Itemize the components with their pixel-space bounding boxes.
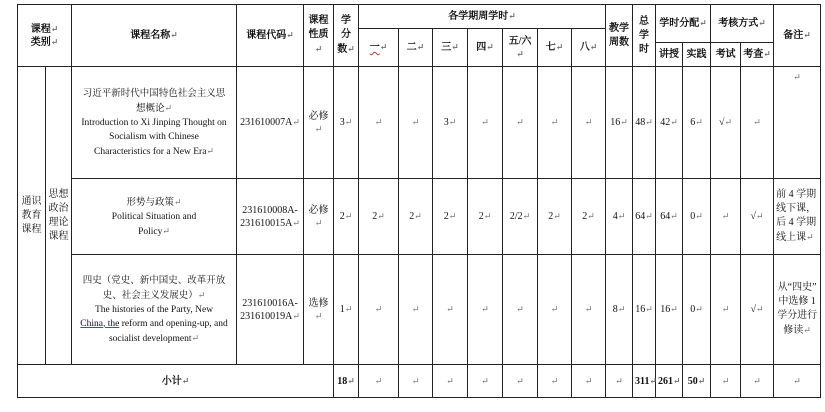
header-term-3 bbox=[433, 29, 468, 67]
paragraph-mark: ↵ bbox=[670, 211, 678, 221]
subtotal-remarks-cell bbox=[774, 365, 821, 398]
term-5-6-cell bbox=[503, 67, 538, 179]
teaching-weeks: 4 bbox=[612, 211, 618, 222]
paragraph-mark: ↵ bbox=[555, 42, 564, 52]
remark-text: 前 4 学期 bbox=[776, 189, 817, 200]
paragraph-mark: ↵ bbox=[446, 375, 454, 386]
paragraph-mark: ↵ bbox=[516, 48, 524, 59]
practice-hours: 6 bbox=[690, 117, 696, 128]
course-name-en: Characteristics for a New Era bbox=[94, 146, 207, 157]
paragraph-mark: ↵ bbox=[584, 117, 593, 127]
paragraph-mark: ↵ bbox=[347, 44, 355, 54]
term-value: 2 bbox=[582, 211, 588, 222]
subtotal-credits-cell bbox=[334, 365, 359, 398]
term-2-cell bbox=[399, 255, 433, 365]
paragraph-mark: ↵ bbox=[806, 232, 814, 242]
paragraph-mark: ↵ bbox=[522, 211, 531, 221]
header-check bbox=[741, 43, 774, 67]
paragraph-mark: ↵ bbox=[50, 23, 59, 34]
exam-cell bbox=[711, 255, 741, 365]
header-nature bbox=[304, 5, 334, 67]
practice-hours: 0 bbox=[690, 304, 696, 315]
paragraph-mark: ↵ bbox=[374, 117, 383, 127]
teaching-weeks: 16 bbox=[610, 117, 621, 128]
subtotal-label-cell bbox=[18, 365, 334, 398]
subtotal-check-cell bbox=[741, 365, 774, 398]
paragraph-mark: ↵ bbox=[314, 217, 323, 228]
term-3-cell bbox=[433, 179, 468, 255]
paragraph-mark: ↵ bbox=[793, 72, 801, 82]
header-term-8 bbox=[572, 29, 606, 67]
practice-hours-cell bbox=[683, 67, 711, 179]
subtotal-term-cell bbox=[468, 365, 503, 398]
remarks-cell bbox=[774, 67, 821, 179]
teaching-weeks-cell bbox=[606, 67, 633, 179]
paragraph-mark: ↵ bbox=[645, 304, 653, 314]
paragraph-mark: ↵ bbox=[617, 211, 626, 221]
header-term-5-6 bbox=[503, 29, 538, 67]
paragraph-mark: ↵ bbox=[721, 211, 730, 221]
term-value: 2 bbox=[443, 211, 449, 222]
category-sub-l4: 课程 bbox=[48, 230, 69, 242]
header-row-1 bbox=[18, 5, 821, 29]
header-remarks-text: 备注 bbox=[783, 30, 804, 41]
paragraph-mark: ↵ bbox=[481, 304, 489, 314]
term-2-cell bbox=[399, 67, 433, 179]
teaching-weeks: 8 bbox=[612, 304, 618, 315]
header-course-code bbox=[237, 5, 304, 67]
header-credits-l3: 数 bbox=[337, 44, 348, 55]
course-nature-cell bbox=[304, 67, 334, 179]
subtotal-total: 311 bbox=[635, 375, 650, 387]
header-total-hours-l2: 学 bbox=[639, 29, 650, 41]
header-term-3-text: 三 bbox=[441, 42, 452, 53]
paragraph-mark: ↵ bbox=[550, 304, 559, 314]
paragraph-mark: ↵ bbox=[483, 211, 492, 221]
curriculum-table bbox=[17, 4, 821, 398]
header-lecture-text: 讲授 bbox=[659, 49, 680, 60]
course-name-cn: 四史（党史、新中国史、改革开放 bbox=[82, 275, 226, 286]
total-hours: 64 bbox=[635, 211, 646, 222]
paragraph-mark: ↵ bbox=[174, 196, 182, 207]
paragraph-mark: ↵ bbox=[615, 375, 623, 386]
header-credits-l1: 学 bbox=[341, 15, 352, 26]
paragraph-mark: ↵ bbox=[162, 225, 170, 236]
exam-cell bbox=[711, 179, 741, 255]
header-exam bbox=[711, 43, 741, 67]
course-nature: 必修 bbox=[308, 204, 329, 216]
subtotal-total-cell bbox=[633, 365, 656, 398]
paragraph-mark: ↵ bbox=[620, 117, 628, 127]
course-name-cell bbox=[72, 67, 237, 179]
header-nature-l1: 课程 bbox=[308, 15, 329, 26]
course-name-en: socialist development bbox=[108, 333, 192, 344]
paragraph-mark: ↵ bbox=[553, 211, 561, 221]
paragraph-mark: ↵ bbox=[649, 375, 658, 386]
paragraph-mark: ↵ bbox=[446, 304, 454, 314]
course-name-en: The histories of the Party, New bbox=[94, 304, 214, 315]
header-total-hours-l1: 总 bbox=[639, 15, 650, 27]
category-sub-l3: 理论 bbox=[48, 216, 69, 228]
header-hour-distribution-text: 学时分配 bbox=[659, 18, 700, 29]
header-term-1 bbox=[359, 29, 399, 67]
check-cell bbox=[741, 67, 774, 179]
paragraph-mark: ↵ bbox=[645, 211, 653, 221]
total-hours: 16 bbox=[635, 304, 646, 315]
paragraph-mark: ↵ bbox=[756, 211, 764, 221]
subtotal-term-cell bbox=[503, 365, 538, 398]
course-code: 231610008A- bbox=[242, 204, 298, 216]
course-code-cell bbox=[237, 255, 304, 365]
header-teaching-weeks bbox=[606, 5, 633, 67]
paragraph-mark: ↵ bbox=[516, 304, 524, 314]
lecture-hours: 16 bbox=[660, 304, 671, 315]
paragraph-mark: ↵ bbox=[481, 117, 489, 127]
term-7-cell bbox=[538, 255, 572, 365]
header-total-hours bbox=[633, 5, 656, 67]
paragraph-mark: ↵ bbox=[617, 304, 626, 314]
header-category bbox=[18, 5, 72, 67]
term-8-cell bbox=[572, 67, 606, 179]
course-credits: 1 bbox=[339, 304, 345, 315]
course-credits-cell bbox=[334, 255, 359, 365]
table-row bbox=[18, 179, 821, 255]
paragraph-mark: ↵ bbox=[695, 117, 703, 127]
course-name-cell bbox=[72, 179, 237, 255]
subtotal-term-cell bbox=[572, 365, 606, 398]
header-credits-l2: 分 bbox=[341, 29, 352, 40]
paragraph-mark: ↵ bbox=[374, 304, 383, 314]
total-hours-cell bbox=[633, 67, 656, 179]
remark-text: 线上课 bbox=[776, 232, 807, 243]
paragraph-mark: ↵ bbox=[550, 375, 559, 386]
category-main-l1: 通识 bbox=[21, 195, 42, 207]
header-practice bbox=[683, 43, 711, 67]
course-name-cn: 习近平新时代中国特色社会主义思 bbox=[82, 88, 226, 99]
practice-hours-cell bbox=[683, 255, 711, 365]
subtotal-credits: 18 bbox=[337, 375, 348, 387]
lecture-hours-cell bbox=[656, 67, 683, 179]
course-code: 231610015A bbox=[240, 217, 293, 229]
category-sub-l1: 思想 bbox=[48, 188, 69, 200]
header-credits bbox=[334, 5, 359, 67]
header-hour-distribution bbox=[656, 5, 711, 43]
remarks-cell bbox=[774, 179, 821, 255]
paragraph-mark: ↵ bbox=[721, 375, 730, 386]
course-code: 231610019A bbox=[240, 310, 293, 322]
paragraph-mark: ↵ bbox=[448, 211, 457, 221]
header-category-l1: 课程 bbox=[30, 23, 51, 35]
category-main bbox=[18, 67, 46, 365]
paragraph-mark: ↵ bbox=[314, 310, 323, 321]
term-value: 2 bbox=[372, 211, 378, 222]
paragraph-mark: ↵ bbox=[377, 211, 385, 221]
paragraph-mark: ↵ bbox=[374, 375, 383, 386]
paragraph-mark: ↵ bbox=[699, 18, 707, 28]
header-teaching-weeks-l1: 教学 bbox=[609, 22, 630, 34]
paragraph-mark: ↵ bbox=[721, 304, 730, 314]
subtotal-weeks-cell bbox=[606, 365, 633, 398]
header-course-code-text: 课程代码 bbox=[246, 30, 287, 41]
course-credits: 2 bbox=[339, 211, 345, 222]
subtotal-term-cell bbox=[359, 365, 399, 398]
header-term-5-6-text: 五/六 bbox=[508, 35, 532, 47]
header-assessment-text: 考核方式 bbox=[718, 18, 759, 29]
paragraph-mark: ↵ bbox=[416, 42, 425, 52]
paragraph-mark: ↵ bbox=[758, 18, 766, 28]
header-nature-l2: 性质 bbox=[308, 29, 329, 40]
check-mark: √ bbox=[750, 211, 757, 222]
header-term-1-text: 一 bbox=[369, 42, 380, 53]
course-name-cn: 形势与政策 bbox=[126, 197, 174, 208]
course-name-en: Policy bbox=[138, 226, 163, 237]
course-name-en: China bbox=[80, 318, 103, 329]
term-value: 3 bbox=[443, 117, 449, 128]
course-code: 231610016A- bbox=[242, 297, 298, 309]
check-mark: √ bbox=[750, 304, 757, 315]
header-course-name bbox=[72, 5, 237, 67]
subtotal-term-cell bbox=[433, 365, 468, 398]
course-nature: 选修 bbox=[308, 297, 329, 309]
paragraph-mark: ↵ bbox=[314, 44, 323, 54]
course-nature-cell bbox=[304, 179, 334, 255]
table-row bbox=[18, 67, 821, 179]
paragraph-mark: ↵ bbox=[411, 304, 420, 314]
lecture-hours-cell bbox=[656, 255, 683, 365]
course-nature: 必修 bbox=[308, 110, 329, 122]
term-value: 2/2 bbox=[509, 211, 523, 222]
term-4-cell bbox=[468, 255, 503, 365]
course-name-en: , the bbox=[102, 318, 120, 329]
check-cell bbox=[741, 179, 774, 255]
remark-text: 修读 bbox=[783, 325, 804, 336]
paragraph-mark: ↵ bbox=[516, 375, 524, 386]
subtotal-label: 小计 bbox=[161, 375, 182, 387]
teaching-weeks-cell bbox=[606, 179, 633, 255]
category-main-l2: 教育 bbox=[21, 209, 42, 221]
header-exam-text: 考试 bbox=[715, 49, 736, 60]
term-2-cell bbox=[399, 179, 433, 255]
subtotal-lecture-cell bbox=[656, 365, 683, 398]
term-1-cell bbox=[359, 67, 399, 179]
term-7-cell bbox=[538, 179, 572, 255]
term-4-cell bbox=[468, 67, 503, 179]
term-3-cell bbox=[433, 67, 468, 179]
remark-text: 后 4 学期 bbox=[776, 217, 817, 228]
term-8-cell bbox=[572, 255, 606, 365]
paragraph-mark: ↵ bbox=[344, 211, 353, 221]
term-3-cell bbox=[433, 255, 468, 365]
paragraph-mark: ↵ bbox=[411, 117, 420, 127]
paragraph-mark: ↵ bbox=[670, 117, 678, 127]
paragraph-mark: ↵ bbox=[587, 211, 595, 221]
paragraph-mark: ↵ bbox=[724, 117, 733, 127]
paragraph-mark: ↵ bbox=[481, 375, 489, 386]
paragraph-mark: ↵ bbox=[411, 375, 420, 386]
paragraph-mark: ↵ bbox=[584, 375, 593, 386]
paragraph-mark: ↵ bbox=[793, 375, 801, 386]
total-hours: 48 bbox=[635, 117, 646, 128]
header-term-7-text: 七 bbox=[545, 42, 556, 53]
header-term-2 bbox=[399, 29, 433, 67]
paragraph-mark: ↵ bbox=[695, 304, 703, 314]
term-7-cell bbox=[538, 67, 572, 179]
teaching-weeks-cell bbox=[606, 255, 633, 365]
header-term-4 bbox=[468, 29, 503, 67]
course-name-en: Political Situation and bbox=[111, 211, 197, 222]
course-name-cn: 想概论 bbox=[135, 103, 165, 114]
paragraph-mark: ↵ bbox=[695, 211, 703, 221]
header-term-8-text: 八 bbox=[579, 42, 590, 53]
paragraph-mark: ↵ bbox=[763, 49, 771, 59]
header-weekly-hours-text: 各学期周学时 bbox=[448, 11, 509, 22]
subtotal-practice-cell bbox=[683, 365, 711, 398]
course-name-cell bbox=[72, 255, 237, 365]
course-credits-cell bbox=[334, 179, 359, 255]
paragraph-mark: ↵ bbox=[589, 42, 598, 52]
paragraph-mark: ↵ bbox=[414, 211, 422, 221]
paragraph-mark: ↵ bbox=[451, 42, 459, 52]
remark-text: 中选修 1 bbox=[778, 296, 816, 307]
header-term-2-text: 二 bbox=[406, 42, 417, 53]
paragraph-mark: ↵ bbox=[486, 42, 494, 52]
category-sub-l2: 政治 bbox=[48, 202, 69, 214]
header-weekly-hours bbox=[359, 5, 606, 29]
paragraph-mark: ↵ bbox=[379, 42, 388, 52]
category-sub bbox=[46, 67, 72, 365]
paragraph-mark: ↵ bbox=[803, 30, 811, 40]
course-nature-cell bbox=[304, 255, 334, 365]
header-assessment bbox=[711, 5, 774, 43]
term-5-6-cell bbox=[503, 179, 538, 255]
paragraph-mark: ↵ bbox=[191, 332, 200, 343]
course-name-en: Introduction to Xi Jinping Thought on bbox=[81, 117, 227, 128]
subtotal-row bbox=[18, 365, 821, 398]
header-category-l2: 类别 bbox=[30, 36, 51, 48]
header-check-text: 考查 bbox=[743, 49, 764, 60]
paragraph-mark: ↵ bbox=[516, 117, 524, 127]
paragraph-mark: ↵ bbox=[344, 304, 353, 314]
term-value: 2 bbox=[548, 211, 554, 222]
term-value: 2 bbox=[409, 211, 415, 222]
paragraph-mark: ↵ bbox=[347, 375, 355, 386]
paragraph-mark: ↵ bbox=[645, 117, 653, 127]
paragraph-mark: ↵ bbox=[508, 11, 516, 21]
term-8-cell bbox=[572, 179, 606, 255]
course-name-cn: 史、社会主义发展史） bbox=[102, 290, 198, 301]
course-name-en: reform and opening-up, and bbox=[119, 318, 228, 329]
paragraph-mark: ↵ bbox=[292, 117, 300, 127]
remark-text: 从“四史” bbox=[777, 282, 817, 293]
lecture-hours: 42 bbox=[660, 117, 671, 128]
course-code: 231610007A bbox=[240, 117, 293, 128]
paragraph-mark: ↵ bbox=[197, 289, 206, 300]
course-credits-cell bbox=[334, 67, 359, 179]
paragraph-mark: ↵ bbox=[206, 145, 214, 156]
paragraph-mark: ↵ bbox=[344, 117, 353, 127]
paragraph-mark: ↵ bbox=[550, 117, 559, 127]
header-total-hours-l3: 时 bbox=[639, 43, 650, 55]
paragraph-mark: ↵ bbox=[803, 325, 811, 335]
term-5-6-cell bbox=[503, 255, 538, 365]
term-1-cell bbox=[359, 255, 399, 365]
total-hours-cell bbox=[633, 255, 656, 365]
total-hours-cell bbox=[633, 179, 656, 255]
paragraph-mark: ↵ bbox=[50, 36, 59, 47]
header-lecture bbox=[656, 43, 683, 67]
paragraph-mark: ↵ bbox=[164, 102, 173, 113]
paragraph-mark: ↵ bbox=[753, 117, 761, 127]
subtotal-practice: 50 bbox=[687, 375, 698, 387]
header-term-7 bbox=[538, 29, 572, 67]
course-code-cell bbox=[237, 67, 304, 179]
subtotal-term-cell bbox=[538, 365, 572, 398]
term-value: 2 bbox=[478, 211, 484, 222]
paragraph-mark: ↵ bbox=[170, 30, 178, 40]
header-term-4-text: 四 bbox=[476, 42, 487, 53]
remark-text: 线下课， bbox=[776, 203, 817, 214]
table-row bbox=[18, 255, 821, 365]
remarks-cell bbox=[774, 255, 821, 365]
exam-cell bbox=[711, 67, 741, 179]
paragraph-mark: ↵ bbox=[292, 217, 300, 228]
practice-hours: 0 bbox=[690, 211, 696, 222]
paragraph-mark: ↵ bbox=[697, 375, 706, 386]
practice-hours-cell bbox=[683, 179, 711, 255]
paragraph-mark: ↵ bbox=[756, 304, 764, 314]
paragraph-mark: ↵ bbox=[753, 375, 761, 386]
subtotal-term-cell bbox=[399, 365, 433, 398]
header-practice-text: 实践 bbox=[686, 49, 707, 60]
course-credits: 3 bbox=[339, 117, 345, 128]
remark-text: 学分进行 bbox=[777, 310, 818, 321]
subtotal-exam-cell bbox=[711, 365, 741, 398]
exam-check-mark: √ bbox=[719, 117, 725, 128]
course-code-cell bbox=[237, 179, 304, 255]
header-course-name-text: 课程名称 bbox=[130, 30, 171, 41]
lecture-hours: 64 bbox=[660, 211, 671, 222]
header-remarks bbox=[774, 5, 821, 67]
paragraph-mark: ↵ bbox=[181, 375, 190, 386]
paragraph-mark: ↵ bbox=[670, 304, 678, 314]
paragraph-mark: ↵ bbox=[584, 304, 593, 314]
term-1-cell bbox=[359, 179, 399, 255]
paragraph-mark: ↵ bbox=[314, 123, 323, 134]
course-name-en: Socialism with Chinese bbox=[109, 131, 199, 142]
term-4-cell bbox=[468, 179, 503, 255]
paragraph-mark: ↵ bbox=[292, 310, 300, 321]
header-teaching-weeks-l2: 周数 bbox=[609, 36, 630, 48]
category-main-l3: 课程 bbox=[21, 223, 42, 235]
subtotal-lecture: 261 bbox=[658, 375, 674, 387]
check-cell bbox=[741, 255, 774, 365]
paragraph-mark: ↵ bbox=[286, 30, 294, 40]
paragraph-mark: ↵ bbox=[448, 117, 457, 127]
paragraph-mark: ↵ bbox=[673, 375, 681, 386]
lecture-hours-cell bbox=[656, 179, 683, 255]
